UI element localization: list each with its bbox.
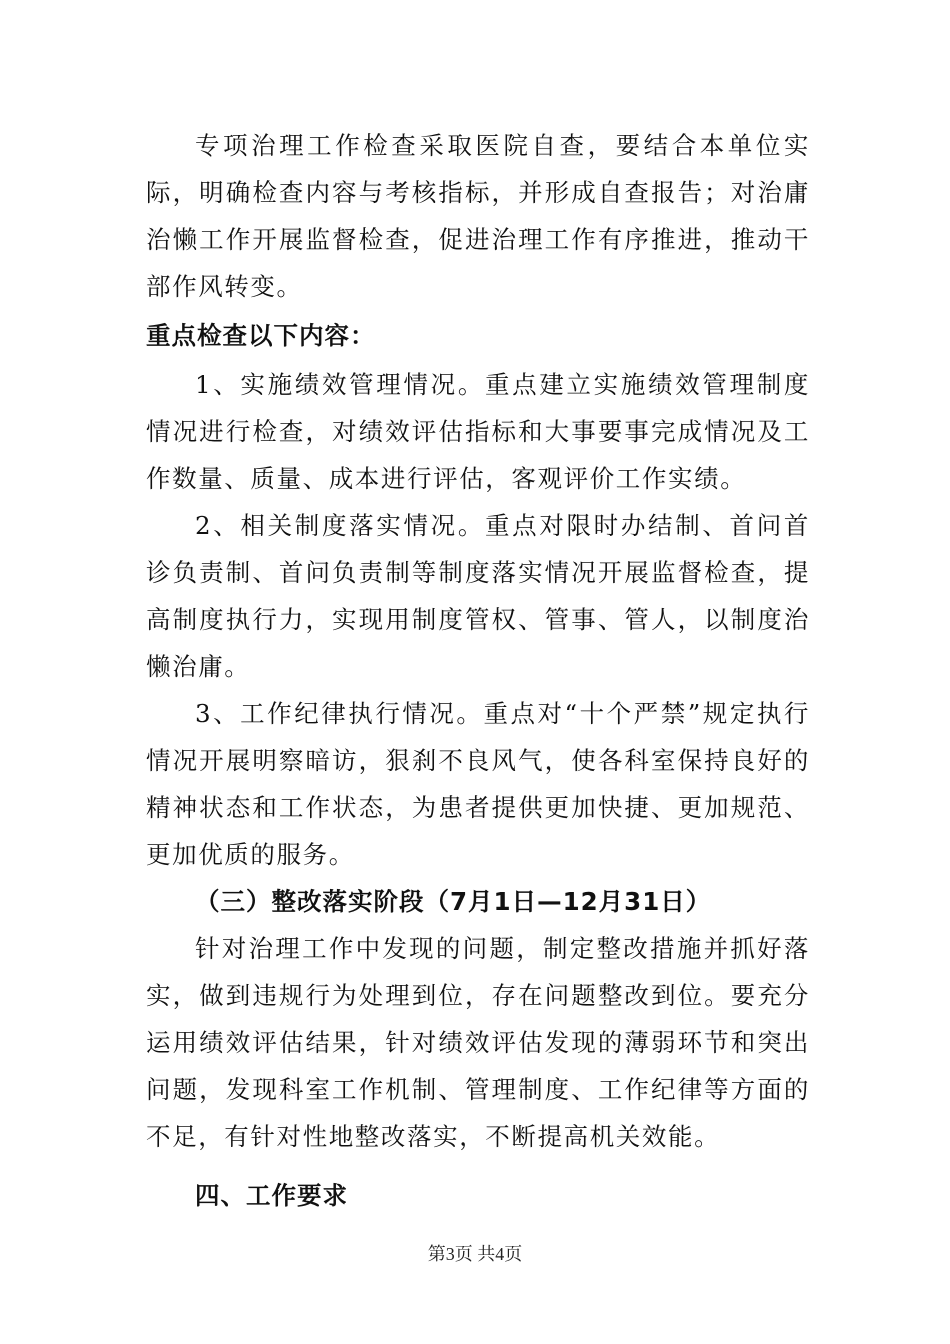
list-item-discipline: 3、工作纪律执行情况。重点对“十个严禁”规定执行情况开展明察暗访，狠刹不良风气，使各科室保持良好的精神状态和工作状态，为患者提供更加快捷、更加规范、更加优质的服务。	[146, 699, 810, 869]
paragraph-self-check: 专项治理工作检查采取医院自查，要结合本单位实际，明确检查内容与考核指标，并形成自查报告；对治庸治懒工作开展监督检查，促进治理工作有序推进，推动干部作风转变。	[146, 131, 810, 301]
paragraph-rectification: 针对治理工作中发现的问题，制定整改措施并抓好落实，做到违规行为处理到位，存在问题整改到位。要充分运用绩效评估结果，针对绩效评估发现的薄弱环节和突出问题，发现科室工作机制、管理制度、工作纪律等方面的不足，有针对性地整改落实，不断提高机关效能。	[146, 934, 810, 1151]
heading-phase-rectification: （三）整改落实阶段（7月1日—12月31日）	[195, 887, 712, 916]
list-item-systems: 2、相关制度落实情况。重点对限时办结制、首问首诊负责制、首问负责制等制度落实情况开展监督检查，提高制度执行力，实现用制度管权、管事、管人，以制度治懒治庸。	[146, 511, 810, 681]
list-item-performance: 1、实施绩效管理情况。重点建立实施绩效管理制度情况进行检查，对绩效评估指标和大事要事完成情况及工作数量、质量、成本进行评估，客观评价工作实绩。	[146, 370, 810, 493]
page-number: 第3页 共4页	[427, 1244, 523, 1264]
document-body	[146, 122, 810, 1219]
heading-key-checks: 重点检查以下内容：	[146, 321, 376, 350]
heading-work-requirements: 四、工作要求	[195, 1181, 348, 1210]
